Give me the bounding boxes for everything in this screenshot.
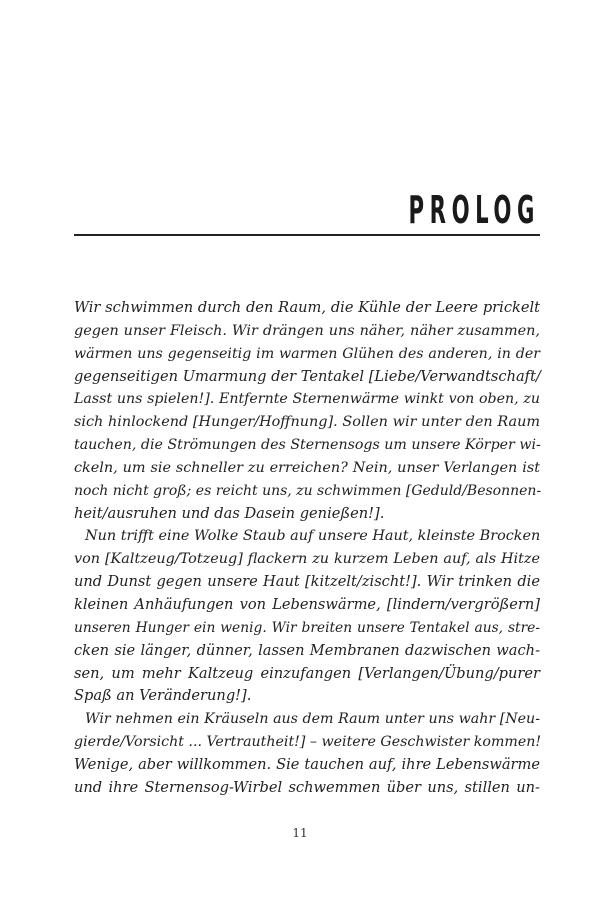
text-line: Nun trifft eine Wolke Staub auf unsere Haut, kleinste Brocken xyxy=(85,528,541,545)
text-line: Spaß an Veränderung!]. xyxy=(74,687,252,705)
text-line: und Dunst gegen unsere Haut [kitzelt/zischt!]. Wir trinken die xyxy=(74,573,540,591)
text-line: kleinen Anhäufungen von Lebenswärme, [lindern/vergrößern] xyxy=(74,595,540,613)
text-line: und ihre Sternensog-Wirbel schwemmen über uns, stillen un- xyxy=(74,778,540,796)
page-number: 11 xyxy=(292,826,308,840)
text-line: gierde/Vorsicht ... Vertrautheit!] – weitere Geschwister kommen! xyxy=(74,734,542,751)
text-line: Wir schwimmen durch den Raum, die Kühle der Leere prickelt xyxy=(74,299,540,316)
text-line: wärmen uns gegenseitig im warmen Glühen des anderen, in der xyxy=(74,345,540,362)
text-line: gegenseitigen Umarmung der Tentakel [Liebe/Verwandtschaft/ xyxy=(74,367,541,385)
text-line: sich hinlockend [Hunger/Hoffnung]. Sollen wir unter den Raum xyxy=(74,414,540,431)
text-line: Wir nehmen ein Kräuseln aus dem Raum unter uns wahr [Neu- xyxy=(85,711,540,728)
text-line: sen, um mehr Kaltzeug einzufangen [Verlangen/Übung/purer xyxy=(74,664,540,682)
body-text xyxy=(74,297,540,800)
text-line: heit/ausruhen und das Dasein genießen!]. xyxy=(74,504,385,522)
title-rule xyxy=(74,234,540,236)
chapter-title: PROLOG xyxy=(408,188,540,232)
text-line: gegen unser Fleisch. Wir drängen uns näher, näher zusammen, xyxy=(74,322,540,339)
text-line: von [Kaltzeug/Totzeug] flackern zu kurzem Leben auf, als Hitze xyxy=(74,551,540,568)
text-line: ckeln, um sie schneller zu erreichen? Nein, unser Verlangen ist xyxy=(74,459,540,476)
text-line: tauchen, die Strömungen des Sternensogs um unsere Körper wi- xyxy=(74,437,541,454)
text-line: Wenige, aber willkommen. Sie tauchen auf, ihre Lebenswärme xyxy=(74,755,540,773)
text-line: noch nicht groß; es reicht uns, zu schwimmen [Geduld/Besonnen- xyxy=(74,482,542,499)
text-line: cken sie länger, dünner, lassen Membranen dazwischen wach- xyxy=(74,641,540,659)
text-line: unseren Hunger ein wenig. Wir breiten unsere Tentakel aus, stre- xyxy=(74,619,540,636)
text-line: Lasst uns spielen!]. Entfernte Sternenwärme winkt von oben, zu xyxy=(74,391,540,408)
